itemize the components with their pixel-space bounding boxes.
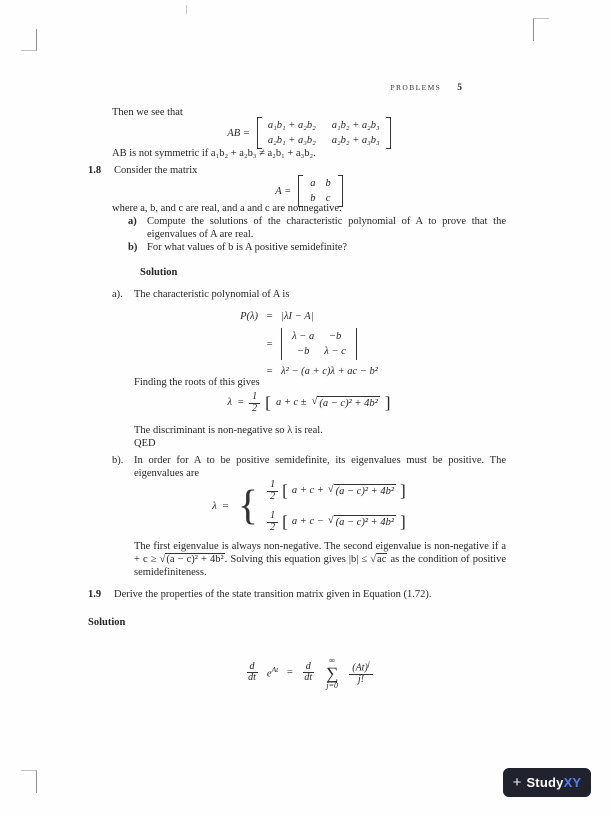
- case-row-plus: [267, 480, 406, 502]
- eq-p-lhs: P(λ): [240, 311, 259, 322]
- matrix-ab-cell-00: a₁b₁ + a₂b₂: [267, 120, 316, 131]
- equation-ab-lhs: AB =: [227, 127, 250, 139]
- item-b-text: For what values of b is A positive semidefinite?: [147, 242, 348, 253]
- sigma-symbol: ∑: [326, 663, 339, 683]
- equals-sign: =: [266, 366, 274, 378]
- studyxy-logo: [503, 768, 591, 797]
- qed: QED: [134, 438, 156, 449]
- square-root: [328, 515, 396, 529]
- matrix-ab-cell-01: a₁b₂ + a₂b₃: [331, 120, 380, 131]
- equals-sign: =: [286, 667, 294, 679]
- exponent: j: [367, 659, 370, 669]
- lambda-symbol: λ: [227, 397, 233, 409]
- radical-sign: √: [327, 514, 334, 526]
- series-term-fraction: $\frac{(At)^j}{j!}$: [349, 660, 373, 685]
- equals-sign: =: [266, 311, 274, 322]
- cases-rows: [267, 480, 406, 533]
- brand-xy: XY: [563, 775, 582, 790]
- one-half-fraction: $\frac{1}{2}$: [267, 511, 278, 533]
- det-cell-10: −b: [297, 346, 310, 358]
- summation-lower-limit: j=0: [326, 680, 338, 690]
- exponent: At: [271, 664, 279, 674]
- problem-number: 1.9: [88, 589, 102, 600]
- page-content: [88, 104, 507, 804]
- characteristic-polynomial-derivation: [112, 310, 506, 379]
- item-a-label: a): [128, 216, 137, 227]
- open-bracket: [: [265, 393, 271, 413]
- close-bracket: ]: [384, 393, 391, 413]
- matrix-a-cell-00: a: [310, 178, 316, 189]
- crop-mark-top-center: [186, 5, 187, 14]
- inline-square-root: [370, 553, 387, 565]
- case-row-minus: [267, 511, 406, 533]
- part-b-label: b).: [112, 455, 124, 466]
- running-head-label: PROBLEMS: [390, 83, 442, 92]
- close-bracket: ]: [399, 481, 406, 501]
- cases-brace: {: [237, 482, 259, 529]
- item-b-label: b): [128, 242, 138, 253]
- symmetry-note: AB is not symmetric if a₁b₂ + a₂b₃ ≠ a₂b₁ + a₃b₂.: [112, 148, 316, 159]
- matrix-a-cell-11: c: [325, 193, 331, 205]
- conclusion-seg3: as the condition of positive semidefiniteness.: [134, 554, 507, 579]
- matrix-a-cell-10: b: [310, 193, 316, 205]
- one-half-fraction: $\frac{1}{2}$: [267, 480, 278, 502]
- roots-lead: Finding the roots of this gives: [134, 377, 260, 388]
- d-dt-fraction: $\frac{d}{dt}$: [304, 660, 313, 684]
- det-cell-11: λ − c: [324, 346, 346, 358]
- conclusion-seg1: The first eigenvalue is always non-negative. The second eigenvalue is non-negative if a + c ≥: [134, 541, 506, 566]
- summation-upper-limit: ∞: [329, 655, 336, 665]
- conclusion-paragraph: [134, 540, 506, 579]
- lambda-body: a + c ±: [275, 397, 307, 409]
- equals-sign: =: [237, 397, 245, 409]
- one-half-fraction: $\frac{1}{2}$: [249, 392, 260, 414]
- radical-sign: √: [327, 483, 334, 495]
- problem-text: Derive the properties of the state transition matrix given in Equation (1.72).: [114, 589, 432, 600]
- page-number: 5: [457, 83, 462, 93]
- brand-study: Study: [526, 775, 564, 790]
- part-a-text: The characteristic polynomial of A is: [134, 289, 290, 300]
- lambda-symbol: λ: [212, 500, 217, 512]
- open-bracket: [: [282, 481, 288, 501]
- matrix-right-bracket: [386, 117, 391, 149]
- conclusion-seg2: . Solving this equation gives |b| ≤: [224, 554, 371, 566]
- open-bracket: [: [282, 512, 288, 532]
- determinant-right-bar: [353, 328, 357, 360]
- discriminant-note: The discriminant is non-negative so λ is real.: [134, 425, 323, 436]
- case-body: a + c −: [291, 516, 324, 528]
- equals-sign: =: [266, 338, 274, 350]
- eq-p-row3: λ² − (a + c)λ + ac − b²: [281, 366, 378, 378]
- matrix-a-cell-01: b: [325, 178, 331, 189]
- problem-number: 1.8: [88, 165, 102, 176]
- item-a-text: Compute the solutions of the characteristic polynomial of A to prove that the eigenvalues of A are real.: [147, 216, 506, 241]
- d-dt-fraction: $\frac{d}{dt}$: [248, 660, 256, 684]
- problem-1-9: [88, 588, 506, 601]
- running-header: [0, 83, 462, 93]
- equation-ab: [112, 117, 506, 149]
- part-a-label: a).: [112, 289, 123, 300]
- radical-sign: √: [159, 554, 166, 566]
- state-transition-derivative-equation: [112, 656, 506, 690]
- det-cell-00: λ − a: [292, 331, 315, 343]
- problem-item-a: [128, 215, 506, 241]
- studyxy-wordmark: [526, 775, 581, 790]
- solution-part-a: [112, 288, 506, 301]
- radical-sign: √: [370, 554, 377, 566]
- square-root: [312, 396, 380, 410]
- solution-part-b: [112, 454, 506, 480]
- radicand: (a − c)² + 4b²: [319, 397, 378, 409]
- intro-lead: Then we see that: [112, 107, 183, 118]
- matrix-exponential: $e^{At}$: [266, 664, 279, 680]
- lambda-roots-equation: [112, 392, 506, 414]
- square-root: [328, 484, 396, 498]
- det-cell-01: −b: [328, 331, 342, 343]
- inline-square-root: [160, 553, 225, 565]
- plus-icon: +: [512, 773, 522, 791]
- radicand: (a − c)² + 4b²: [166, 554, 224, 566]
- radicand: ac: [377, 554, 387, 566]
- case-body: a + c +: [291, 485, 324, 497]
- radicand: (a − c)² + 4b²: [335, 516, 394, 528]
- crop-mark-top-left: [21, 29, 37, 51]
- problem-lead: Consider the matrix: [114, 165, 198, 176]
- matrix-ab: [257, 117, 391, 149]
- equation-a-lhs: A =: [275, 185, 292, 197]
- part-b-text: In order for A to be positive semidefinite, its eigenvalues must be positive. The eigenvalues are: [134, 455, 506, 480]
- close-bracket: ]: [399, 512, 406, 532]
- equals-sign: =: [221, 500, 229, 512]
- solution-heading-1-9: Solution: [88, 617, 126, 628]
- eq-p-row1: |λI − A|: [281, 311, 314, 322]
- determinant: [281, 328, 378, 360]
- matrix-ab-cell-11: a₂b₂ + a₃b₃: [331, 135, 380, 147]
- problem-item-b: [128, 241, 506, 254]
- radical-sign: √: [311, 395, 318, 407]
- radicand: (a − c)² + 4b²: [335, 485, 394, 497]
- crop-mark-bottom-left: [21, 770, 37, 793]
- where-clause: where a, b, and c are real, and a and c are nonnegative.: [112, 203, 342, 214]
- eigenvalues-cases-equation: [112, 480, 506, 533]
- summation: [326, 656, 338, 690]
- crop-mark-top-right: [533, 18, 549, 41]
- solution-heading-1-8: Solution: [140, 267, 178, 278]
- matrix-ab-cell-10: a₂b₁ + a₃b₂: [267, 135, 316, 147]
